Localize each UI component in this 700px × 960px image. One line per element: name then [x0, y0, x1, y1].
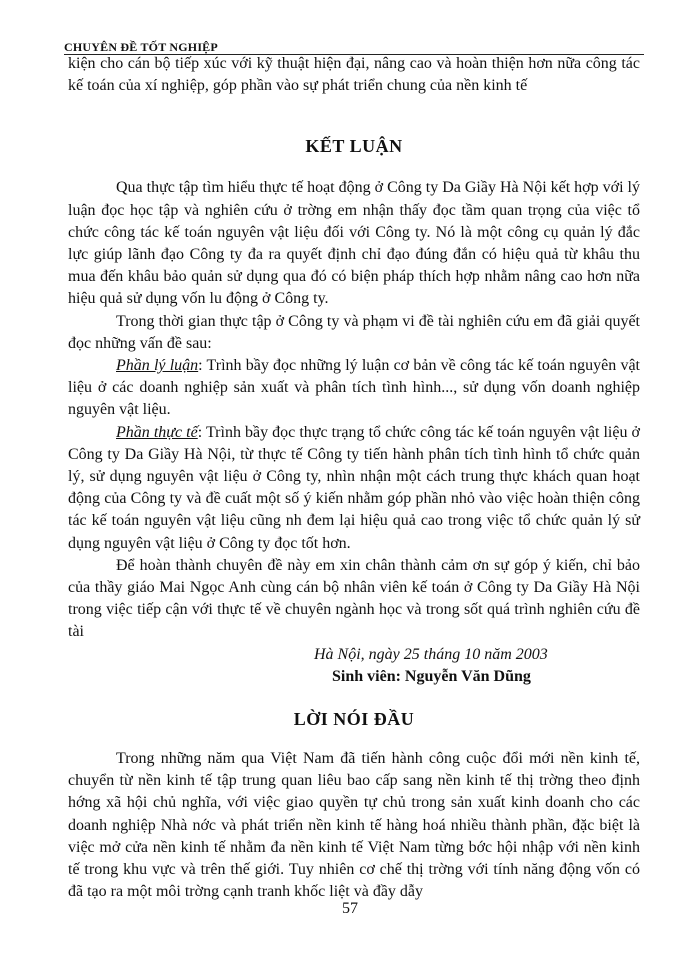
- theory-label: Phần lý luận: [116, 357, 199, 375]
- page-header: CHUYÊN ĐỀ TỐT NGHIỆP: [64, 40, 644, 55]
- foreword-paragraph-1: Trong những năm qua Việt Nam đã tiến hành công cuộc đổi mới nền kinh tế, chuyển từ nền kinh tế tập trung quan liêu bao cấp sang nền kinh tế thị trờng theo định hớng xã hội chủ nghĩa, với việc giao quyền tự chủ trong sản xuất kinh doanh cho các doanh nghiệp Nhà nớc và phát triển nền kinh tế hàng hoá nhiều thành phần, đặc biệt là việc mở cửa nền kinh tế nhằm đa nền kinh tế Việt Nam từng bớc hội nhập với nền kinh tế trong khu vực và trên thế giới. Tuy nhiên cơ chế thị trờng với tính năng động vốn có đã tạo ra một môi trờng cạnh tranh khốc liệt và đầy dẫy: [68, 750, 640, 901]
- signature-date: Hà Nội, ngày 25 tháng 10 năm 2003: [314, 645, 548, 663]
- conclusion-paragraph-1: Qua thực tập tìm hiểu thực tế hoạt động ở Công ty Da Giầy Hà Nội kết hợp với lý luận đọc học tập và nghiên cứu ở trờng em nhận thấy đọc tầm quan trọng của việc tổ chức công tác kế toán nguyên vật liệu đối với Công ty. Nó là một công cụ quản lý đắc lực giúp lãnh đạo Công ty đa ra quyết định chỉ đạo đúng đắn có hiệu quả từ khâu thu mua đến khâu bảo quản sử dụng qua đó có biện pháp thích hợp nhằm nâng cao hơn nữa hiệu quả sử dụng vốn lu động ở Công ty.: [68, 179, 640, 308]
- practice-label: Phần thực tế: [116, 423, 198, 441]
- conclusion-heading: KẾT LUẬN: [305, 136, 403, 157]
- acknowledgement-paragraph: Để hoàn thành chuyên đề này em xin chân thành cảm ơn sự góp ý kiến, chỉ bảo của thầy giáo Mai Ngọc Anh cùng cán bộ nhân viên kế toán ở Công ty Da Giầy Hà Nội trong việc tiếp cận với thực tế về chuyên ngành học và trong sốt quá trình nghiên cứu đề tài: [68, 556, 640, 641]
- page-number: 57: [342, 900, 358, 917]
- practice-paragraph: [68, 422, 640, 555]
- page-content: [68, 53, 640, 904]
- theory-paragraph: [68, 355, 640, 422]
- practice-text: : Trình bầy đọc thực trạng tổ chức công tác kế toán nguyên vật liệu ở Công ty Da Giầy Hà Nội, từ thực tế Công ty tiến hành phân tích tình hình tổ chức quản lý, sử dụng nguyên vật liệu ở Công ty, nhìn nhận một cách trung thực khách quan hoạt động của Công ty và đề cuất một số ý kiến nhằm góp phần nhỏ vào việc hoàn thiện công tác kế toán nguyên vật liệu cũng nh đem lại hiệu quả cao trong việc tổ chức quản lý sử dụng nguyên vật liệu ở Công ty đọc tốt hơn.: [68, 423, 640, 552]
- intro-paragraph: kiện cho cán bộ tiếp xúc với kỹ thuật hiện đại, nâng cao và hoàn thiện hơn nữa công tác kế toán của xí nghiệp, góp phần vào sự phát triển chung của nền kinh tế: [68, 55, 640, 95]
- signature-name: Sinh viên: Nguyễn Văn Dũng: [332, 667, 531, 685]
- conclusion-paragraph-2: Trong thời gian thực tập ở Công ty và phạm vi đề tài nghiên cứu em đã giải quyết đọc những vấn đề sau:: [68, 312, 640, 352]
- foreword-heading: LỜI NÓI ĐẦU: [293, 709, 415, 730]
- theory-text: : Trình bầy đọc những lý luận cơ bản về công tác kế toán nguyên vật liệu ở các doanh nghiệp sản xuất và phân tích tình hình..., sử dụng vốn doanh nghiệp nguyên vật liệu.: [68, 357, 640, 419]
